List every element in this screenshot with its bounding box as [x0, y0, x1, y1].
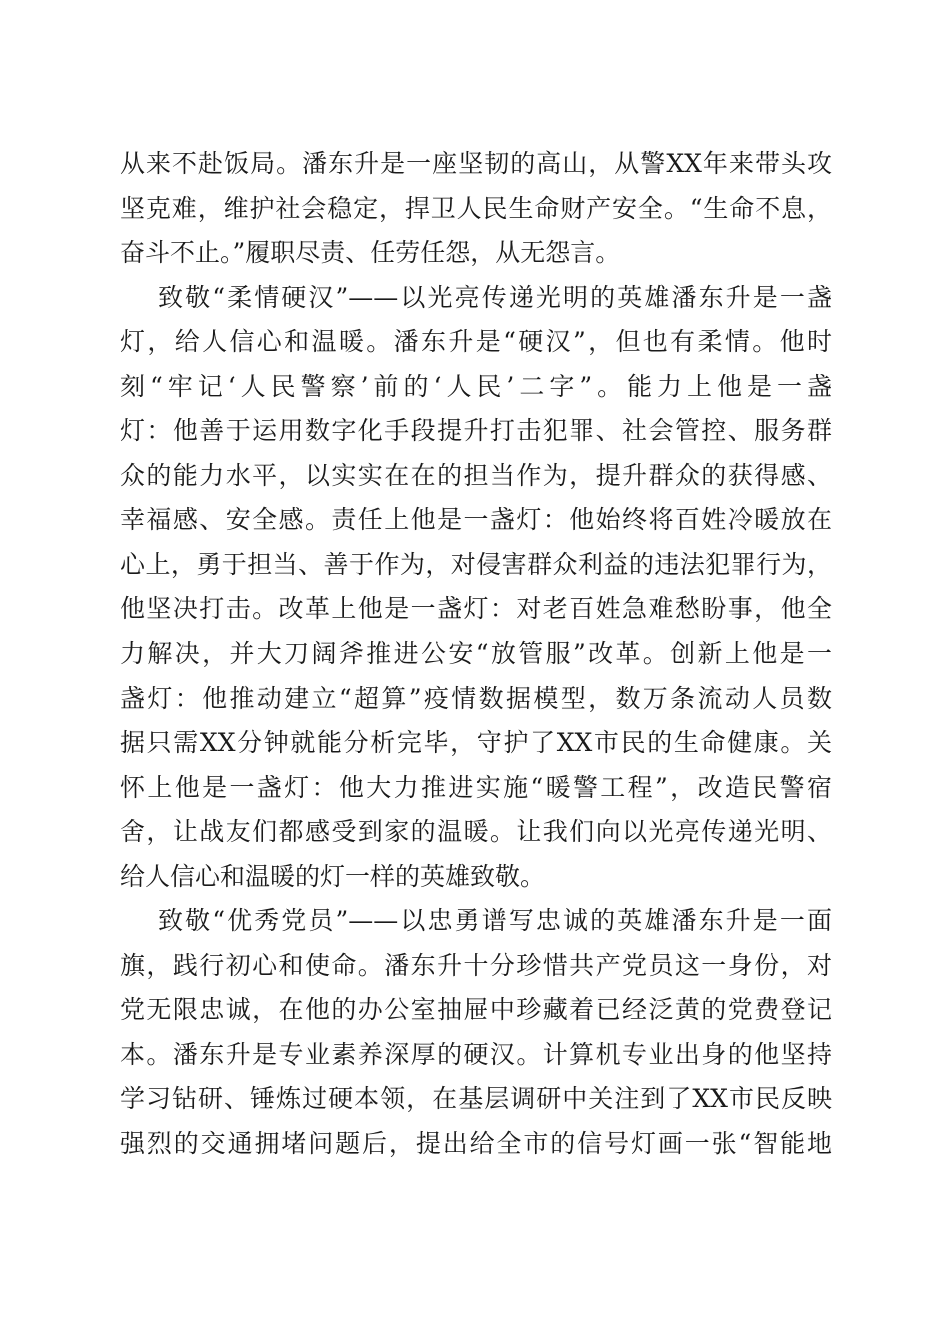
text-line: 学习钻研、锤炼过硬本领，在基层调研中关注到了XX市民反映 [120, 1084, 832, 1114]
text-line: 他坚决打击。改革上他是一盏灯：对老百姓急难愁盼事，他全 [120, 594, 832, 624]
paragraph-start-line: 致敬“优秀党员”——以忠勇谱写忠诚的英雄潘东升是一面 [158, 906, 832, 936]
text-line: 本。潘东升是专业素养深厚的硬汉。计算机专业出身的他坚持 [120, 1039, 832, 1069]
text-line: 众的能力水平，以实实在在的担当作为，提升群众的获得感、 [120, 460, 832, 490]
text-line: 奋斗不止。”履职尽责、任劳任怨，从无怨言。 [120, 238, 621, 268]
text-line: 坚克难，维护社会稳定，捍卫人民生命财产安全。“生命不息， [120, 193, 832, 223]
text-line: 强烈的交通拥堵问题后，提出给全市的信号灯画一张“智能地 [120, 1129, 832, 1159]
document-body [120, 142, 832, 1167]
text-line: 怀上他是一盏灯：他大力推进实施“暖警工程”，改造民警宿 [120, 772, 832, 802]
text-line: 舍，让战友们都感受到家的温暖。让我们向以光亮传递光明、 [120, 817, 832, 847]
text-line: 灯：他善于运用数字化手段提升打击犯罪、社会管控、服务群 [120, 416, 832, 446]
text-line: 幸福感、安全感。责任上他是一盏灯：他始终将百姓冷暖放在 [120, 505, 832, 535]
text-line: 党无限忠诚，在他的办公室抽屉中珍藏着已经泛黄的党费登记 [120, 995, 832, 1025]
text-line: 心上，勇于担当、善于作为，对侵害群众利益的违法犯罪行为， [120, 549, 832, 579]
paragraph-start-line: 致敬“柔情硬汉”——以光亮传递光明的英雄潘东升是一盏 [158, 282, 832, 312]
text-line: 据只需XX分钟就能分析完毕，守护了XX市民的生命健康。关 [120, 728, 832, 758]
text-line: 力解决，并大刀阔斧推进公安“放管服”改革。创新上他是一 [120, 639, 832, 669]
text-line: 盏灯：他推动建立“超算”疫情数据模型，数万条流动人员数 [120, 683, 832, 713]
text-line: 灯，给人信心和温暖。潘东升是“硬汉”，但也有柔情。他时 [120, 327, 832, 357]
text-line: 旗，践行初心和使命。潘东升十分珍惜共产党员这一身份，对 [120, 950, 832, 980]
text-line: 给人信心和温暖的灯一样的英雄致敬。 [120, 861, 546, 891]
text-line: 刻“牢记‘人民警察’前的‘人民’二字”。能力上他是一盏 [120, 371, 832, 401]
text-line: 从来不赴饭局。潘东升是一座坚韧的高山，从警XX年来带头攻 [120, 149, 832, 178]
